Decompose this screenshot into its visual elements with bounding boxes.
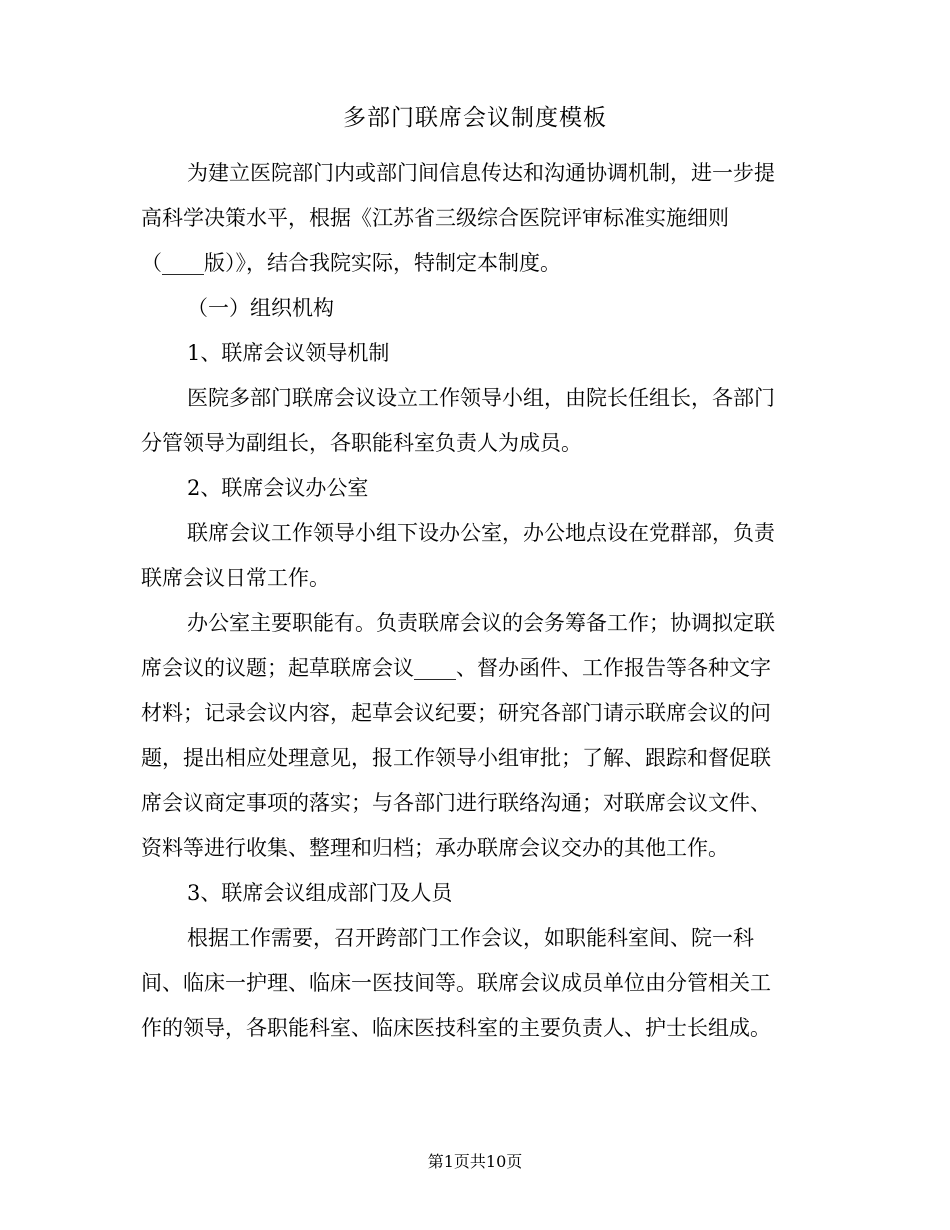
text-line: 2、联席会议办公室 bbox=[187, 476, 369, 500]
text-line: 联席会议日常工作。 bbox=[141, 566, 330, 590]
paragraph bbox=[141, 376, 801, 466]
text-line: 为建立医院部门内或部门间信息传达和沟通协调机制，进一步提 bbox=[187, 161, 775, 185]
paragraph bbox=[141, 601, 801, 871]
text-line: 1、联席会议领导机制 bbox=[187, 341, 390, 365]
text-line: 分管领导为副组长，各职能科室负责人为成员。 bbox=[141, 431, 582, 455]
subsection-heading bbox=[141, 466, 801, 511]
paragraph bbox=[141, 511, 801, 601]
paragraph bbox=[141, 151, 801, 286]
text-line: 间、临床一护理、临床一医技间等。联席会议成员单位由分管相关工 bbox=[141, 971, 771, 995]
text-line: 资料等进行收集、整理和归档；承办联席会议交办的其他工作。 bbox=[141, 836, 729, 860]
text-line: 根据工作需要，召开跨部门工作会议，如职能科室间、院一科 bbox=[187, 926, 754, 950]
text-line: 医院多部门联席会议设立工作领导小组，由院长任组长，各部门 bbox=[187, 386, 775, 410]
text-line: 席会议商定事项的落实；与各部门进行联络沟通；对联席会议文件、 bbox=[141, 791, 771, 815]
text-line: 材料；记录会议内容，起草会议纪要；研究各部门请示联席会议的问 bbox=[141, 701, 771, 725]
paragraph bbox=[141, 916, 801, 1051]
text-line: 题，提出相应处理意见，报工作领导小组审批；了解、跟踪和督促联 bbox=[141, 746, 771, 770]
text-line: 联席会议工作领导小组下设办公室，办公地点设在党群部，负责 bbox=[187, 521, 775, 545]
text-line: 作的领导，各职能科室、临床医技科室的主要负责人、护士长组成。 bbox=[141, 1016, 771, 1040]
text-line: 办公室主要职能有。负责联席会议的会务筹备工作；协调拟定联 bbox=[187, 611, 775, 635]
text-line: 席会议的议题；起草联席会议____、督办函件、工作报告等各种文字 bbox=[141, 656, 771, 680]
section-heading bbox=[141, 286, 801, 331]
document-body bbox=[141, 151, 801, 1051]
text-line: （一）组织机构 bbox=[187, 296, 334, 320]
document-title: 多部门联席会议制度模板 bbox=[343, 105, 607, 131]
subsection-heading bbox=[141, 871, 801, 916]
text-line: （____版）》，结合我院实际，特制定本制度。 bbox=[141, 251, 561, 275]
text-line: 高科学决策水平，根据《江苏省三级综合医院评审标准实施细则 bbox=[141, 206, 729, 230]
subsection-heading bbox=[141, 331, 801, 376]
text-line: 3、联席会议组成部门及人员 bbox=[187, 881, 453, 905]
page-footer: 第1页共10页 bbox=[427, 1152, 523, 1171]
